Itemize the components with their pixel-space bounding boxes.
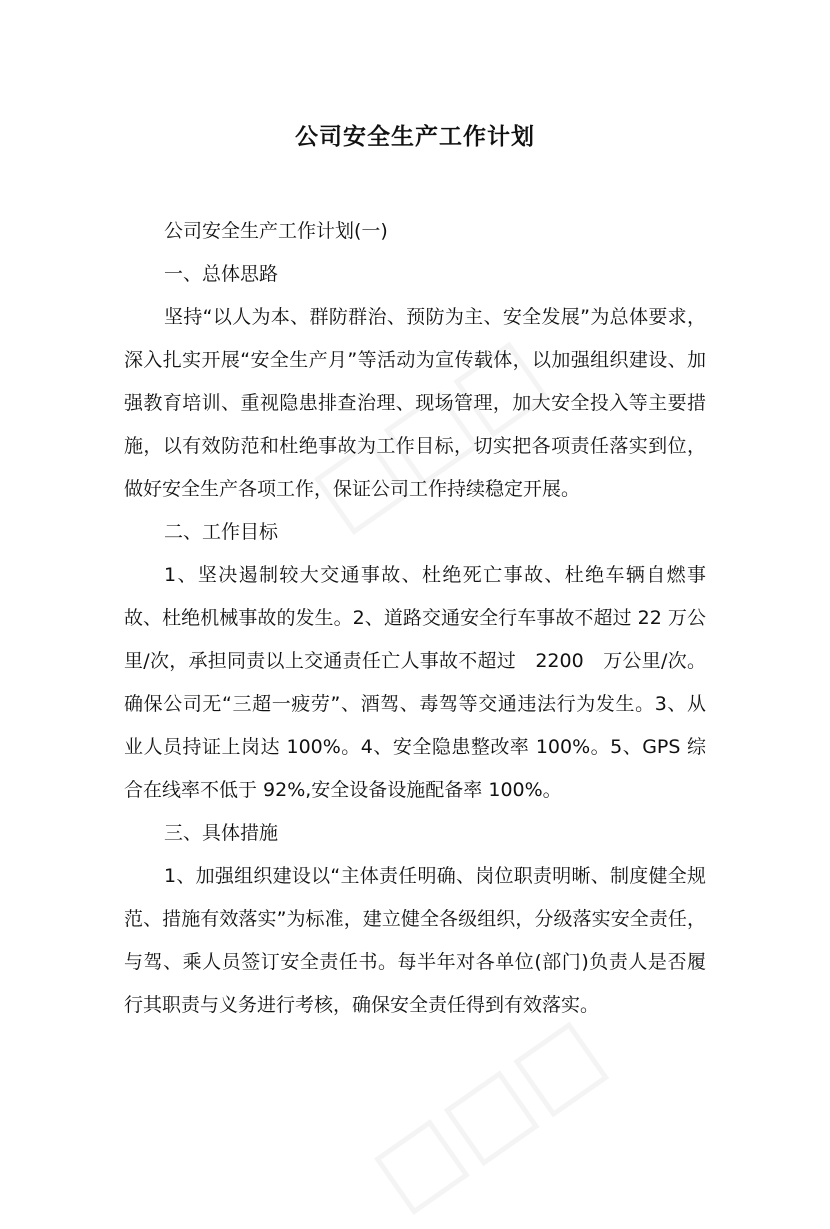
paragraph: 坚持“以人为本、群防群治、预防为主、安全发展”为总体要求，深入扎实开展“安全生产月”等活动为宣传载体，以加强组织建设、加强教育培训、重视隐患排查治理、现场管理，加大安全投入等主要措施，以有效防范和杜绝事故为工作目标，切实把各项责任落实到位，做好安全生产各项工作，保证公司工作持续稳定开展。 (124, 306, 706, 500)
section-heading: 三、具体措施 (164, 822, 279, 844)
watermark (353, 996, 622, 1228)
subtitle: 公司安全生产工作计划(一) (164, 220, 388, 242)
document-title: 公司安全生产工作计划 (295, 124, 535, 150)
paragraph: 1、坚决遏制较大交通事故、杜绝死亡事故、杜绝车辆自燃事故、杜绝机械事故的发生。2、道路交通安全行车事故不超过 22 万公里/次，承担同责以上交通责任亡人事故不超过 2200 万公里/次。确保公司无“三超一疲劳”、酒驾、毒驾等交通违法行为发生。3、从业人员持证上岗达 100%。4、安全隐患整改率 100%。5、GPS 综合在线率不低于 92%,安全设备设施配备率 100%。 (124, 564, 706, 801)
document-body (124, 210, 706, 1027)
section-heading: 二、工作目标 (164, 521, 279, 543)
section-heading: 一、总体思路 (164, 263, 279, 285)
paragraph: 1、加强组织建设以“主体责任明确、岗位职责明晰、制度健全规范、措施有效落实”为标准，建立健全各级组织，分级落实安全责任，与驾、乘人员签订安全责任书。每半年对各单位(部门)负责人是否履行其职责与义务进行考核，确保安全责任得到有效落实。 (124, 865, 706, 1016)
